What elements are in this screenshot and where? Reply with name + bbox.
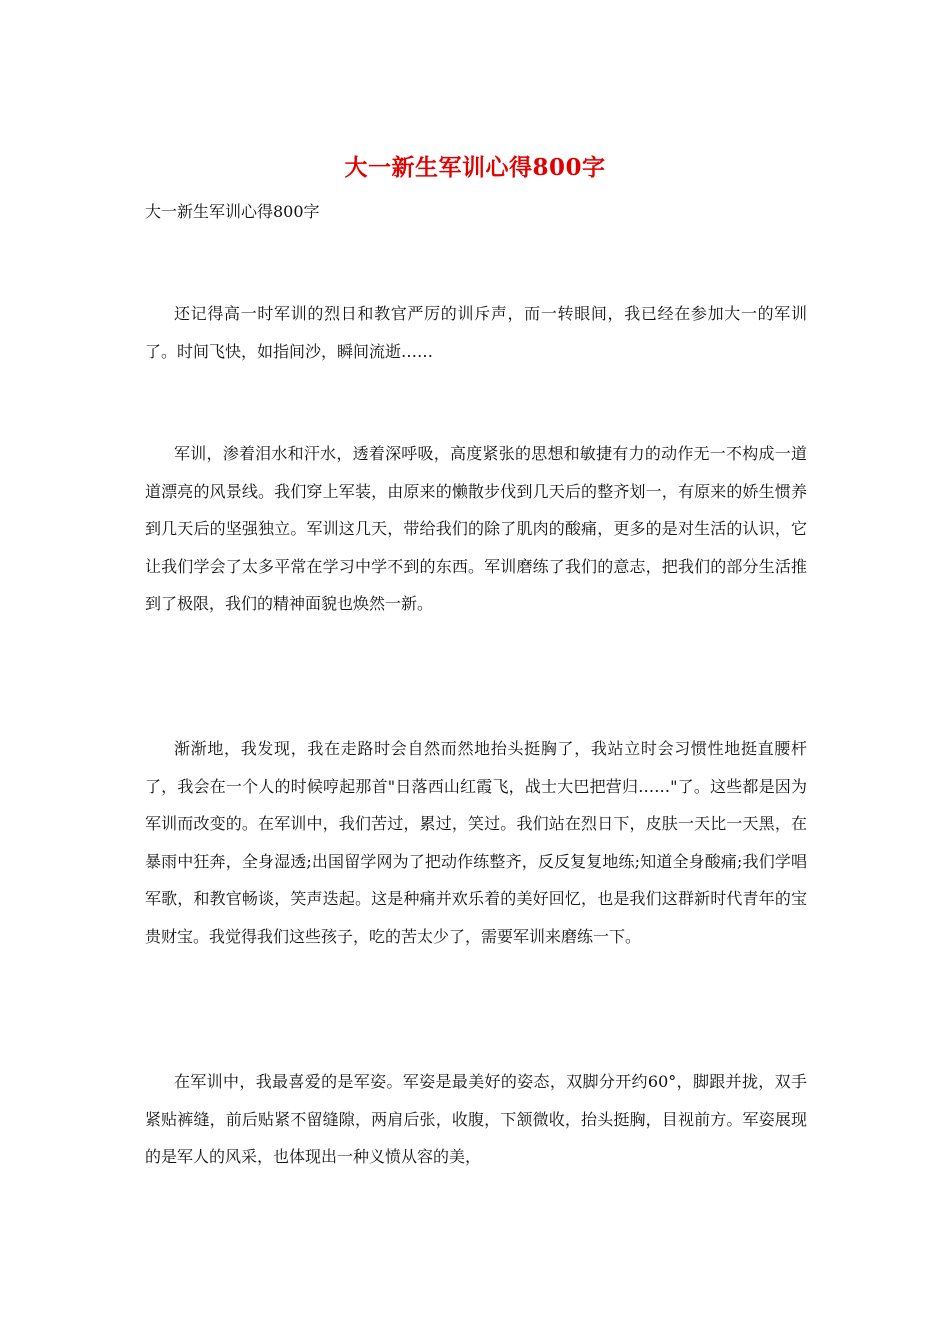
document-subtitle: 大一新生军训心得800字 [145,202,320,221]
document-title: 大一新生军训心得800字 [344,154,606,181]
paragraph: 还记得高一时军训的烈日和教官严厉的训斥声，而一转眼间，我已经在参加大一的军训了。时间飞快，如指间沙，瞬间流逝…… [145,304,807,361]
paragraph: 渐渐地，我发现，我在走路时会自然而然地抬头挺胸了，我站立时会习惯性地挺直腰杆了，我会在一个人的时候哼起那首"日落西山红霞飞，战士大巴把营归……"了。这些都是因为军训而改变的。在军训中，我们苦过，累过，笑过。我们站在烈日下，皮肤一天比一天黑，在暴雨中狂奔，全身湿透;出国留学网为了把动作练整齐，反反复复地练;知道全身酸痛;我们学唱军歌，和教官畅谈，笑声迭起。这是种痛并欢乐着的美好回忆，也是我们这群新时代青年的宝贵财宝。我觉得我们这些孩子，吃的苦太少了，需要军训来磨练一下。 [145,739,807,946]
paragraph: 在军训中，我最喜爱的是军姿。军姿是最美好的姿态，双脚分开约60°，脚跟并拢，双手紧贴裤缝，前后贴紧不留缝隙，两肩后张，收腹，下颔微收，抬头挺胸，目视前方。军姿展现的是军人的风采，也体现出一种义愤从容的美， [145,1072,807,1166]
paragraph: 军训，渗着泪水和汗水，透着深呼吸，高度紧张的思想和敏捷有力的动作无一不构成一道道漂亮的风景线。我们穿上军装，由原来的懒散步伐到几天后的整齐划一，有原来的娇生惯养到几天后的坚强独立。军训这几天，带给我们的除了肌肉的酸痛，更多的是对生活的认识，它让我们学会了太多平常在学习中学不到的东西。军训磨练了我们的意志，把我们的部分生活推到了极限，我们的精神面貌也焕然一新。 [145,444,807,613]
